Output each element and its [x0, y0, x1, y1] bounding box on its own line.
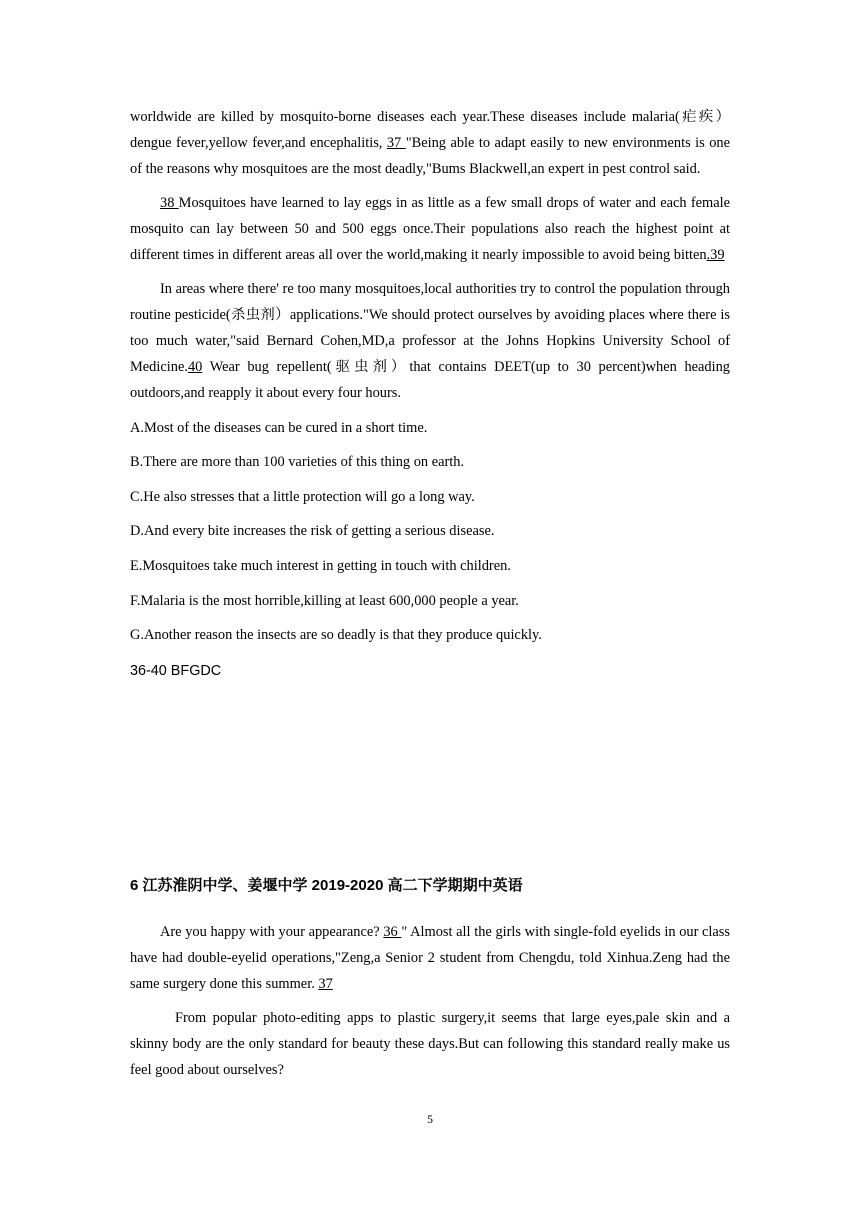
- blank-37: 37: [386, 135, 406, 151]
- blank-36: 36: [383, 924, 402, 941]
- passage-paragraph-1: [130, 104, 730, 182]
- blank-37: 37: [318, 976, 333, 993]
- section6-paragraph-2: From popular photo-editing apps to plastic surgery,it seems that large eyes,pale skin and a skinny body are the only standard for beauty these days.But can following this standard really make us feel good about ourselves?: [130, 1010, 730, 1079]
- passage-paragraph-2: [130, 190, 730, 268]
- option-a: A.Most of the diseases can be cured in a short time.: [130, 419, 428, 436]
- section6-paragraph-1: [130, 919, 730, 997]
- answer-key: 36-40 BFGDC: [130, 663, 222, 680]
- option-c: C.He also stresses that a little protection will go a long way.: [130, 488, 475, 505]
- option-d: D.And every bite increases the risk of getting a serious disease.: [130, 523, 495, 540]
- page-number: 5: [427, 1112, 433, 1126]
- blank-39: .39: [706, 247, 725, 263]
- paragraph-text: worldwide are killed by mosquito-borne diseases each year.These diseases include malaria(疟疾）dengue fever,yellow fever,and encephalitis,: [130, 109, 730, 151]
- section-heading: 6 江苏淮阴中学、姜堰中学 2019-2020 高二下学期期中英语: [130, 877, 523, 895]
- option-g: G.Another reason the insects are so deadly is that they produce quickly.: [130, 627, 542, 644]
- passage-paragraph-3: [130, 276, 730, 406]
- options-list: [130, 415, 730, 649]
- page-content: [130, 104, 730, 1083]
- paragraph-text: Wear bug repellent(驱虫剂）that contains DEET(up to 30 percent)when heading outdoors,and reapply it about every four hours.: [130, 359, 730, 401]
- paragraph-text: Mosquitoes have learned to lay eggs in as little as a few small drops of water and each female mosquito can lay between 50 and 500 eggs once.Their populations also reach the highest point at different times in different areas all over the world,making it nearly impossible to avoid being bitten: [130, 195, 730, 263]
- paragraph-text: "Being able to adapt easily to new environments is one of the reasons why mosquitoes are the most deadly,"Bums Blackwell,an expert in pest control said.: [130, 135, 730, 177]
- option-b: B.There are more than 100 varieties of this thing on earth.: [130, 454, 465, 471]
- paragraph-text: " Almost all the girls with single-fold eyelids in our class have had double-eyelid operations,"Zeng,a Senior 2 student from Chengdu, told Xinhua.Zeng had the same surgery done this summer.: [130, 924, 731, 993]
- option-e: E.Mosquitoes take much interest in getting in touch with children.: [130, 557, 511, 574]
- paragraph-text: Are you happy with your appearance?: [160, 924, 384, 941]
- paragraph-text: In areas where there' re too many mosquitoes,local authorities try to control the population through routine pesticide(杀虫剂）applications."We should protect ourselves by avoiding places where there is too much water,"said Bernard Cohen,MD,a professor at the Johns Hopkins University School of Medicine.: [130, 281, 730, 375]
- blank-40: 40: [187, 359, 203, 375]
- option-f: F.Malaria is the most horrible,killing at least 600,000 people a year.: [130, 592, 519, 609]
- blank-38: 38: [160, 195, 179, 211]
